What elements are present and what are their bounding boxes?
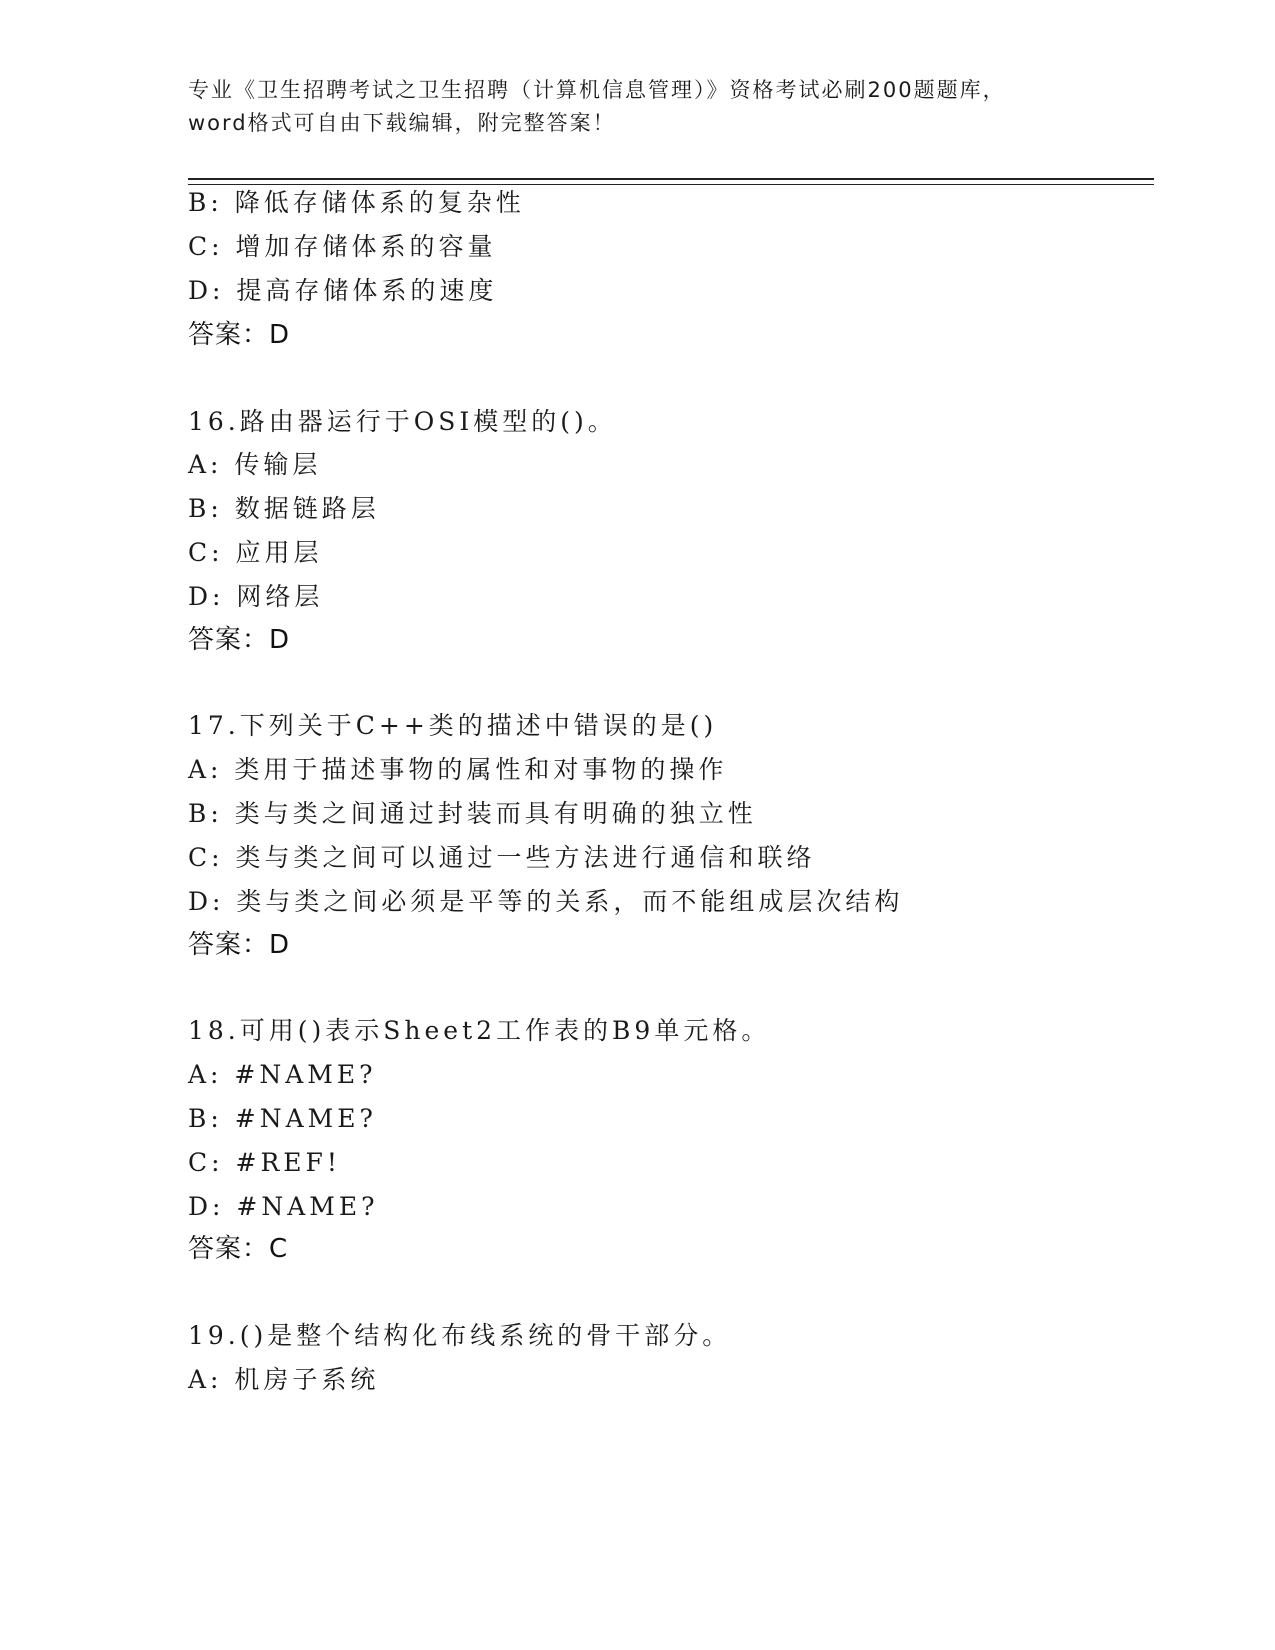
q17-option-c: C: 类与类之间可以通过一些方法进行通信和联络 [188,843,816,872]
q16-option-b: B: 数据链路层 [188,494,380,523]
document-header [188,74,1078,140]
q15-answer: 答案：D [188,320,291,350]
q15-option-d: D: 提高存储体系的速度 [188,276,498,305]
q16-option-d: D: 网络层 [188,582,324,611]
header-divider-thin [188,184,1154,185]
q18-option-a: A: #NAME? [188,1060,377,1089]
q17-answer: 答案：D [188,930,291,960]
q19-question: 19.()是整个结构化布线系统的骨干部分。 [188,1321,732,1350]
header-divider-thick [188,178,1154,180]
q17-option-a: A: 类用于描述事物的属性和对事物的操作 [188,755,728,784]
q16-answer: 答案：D [188,625,291,655]
q17-question: 17.下列关于C++类的描述中错误的是() [188,711,718,740]
q15-option-c: C: 增加存储体系的容量 [188,232,497,261]
q16-question: 16.路由器运行于OSI模型的()。 [188,407,617,436]
q18-answer: 答案：C [188,1234,289,1264]
q17-option-d: D: 类与类之间必须是平等的关系，而不能组成层次结构 [188,887,904,916]
q15-option-b: B: 降低存储体系的复杂性 [188,188,525,217]
q19-option-a: A: 机房子系统 [188,1365,380,1394]
q18-option-d: D: #NAME? [188,1192,379,1221]
q18-option-c: C: #REF! [188,1148,341,1177]
q17-option-b: B: 类与类之间通过封装而具有明确的独立性 [188,799,757,828]
q18-question: 18.可用()表示Sheet2工作表的B9单元格。 [188,1016,771,1045]
header-line-1: 专业《卫生招聘考试之卫生招聘（计算机信息管理）》资格考试必刷200题题库， [188,78,1006,102]
q16-option-c: C: 应用层 [188,538,323,567]
q16-option-a: A: 传输层 [188,450,322,479]
q18-option-b: B: #NAME? [188,1104,377,1133]
header-line-2: word格式可自由下载编辑，附完整答案！ [188,111,616,135]
